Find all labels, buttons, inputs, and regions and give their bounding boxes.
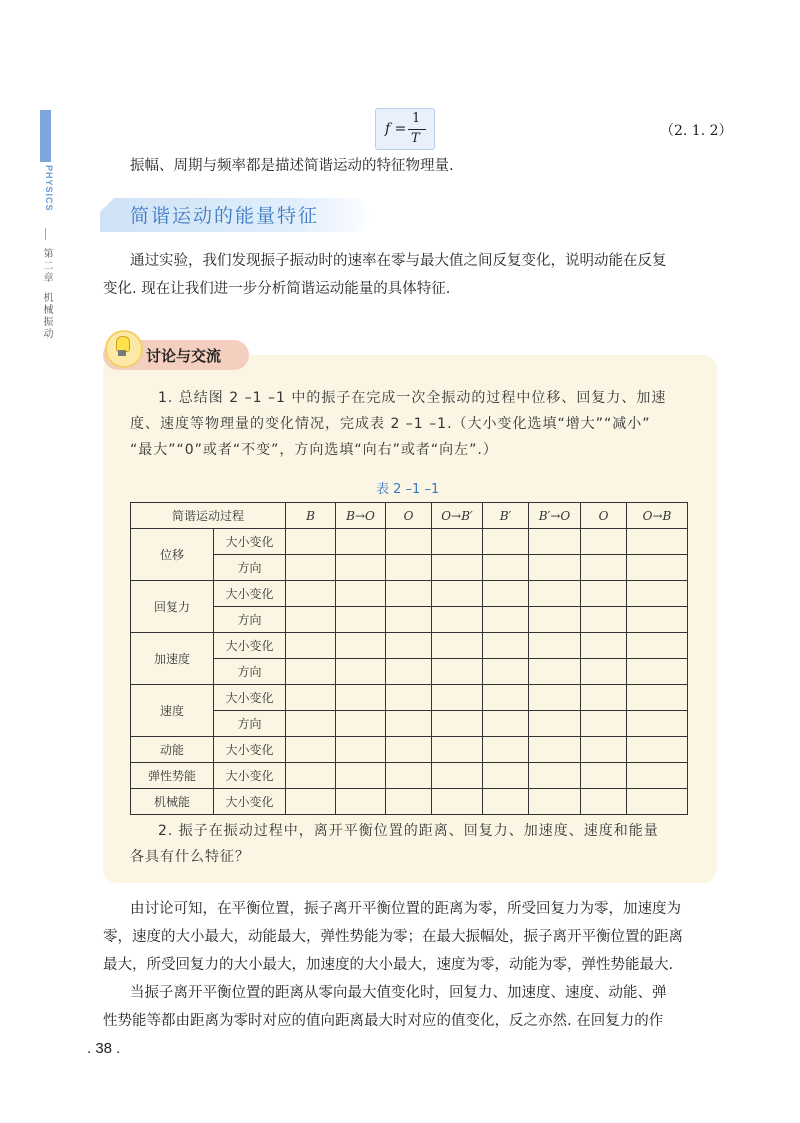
table-cell[interactable]	[529, 555, 581, 581]
table-header-cell: B	[286, 503, 336, 529]
table-cell[interactable]	[529, 633, 581, 659]
table-cell[interactable]	[627, 789, 688, 815]
table-header-cell: O	[581, 503, 627, 529]
table-cell[interactable]	[581, 789, 627, 815]
row-group-label: 速度	[131, 685, 214, 737]
table-cell[interactable]	[581, 529, 627, 555]
table-cell[interactable]	[529, 581, 581, 607]
section-title: 简谐运动的能量特征	[130, 205, 320, 227]
table-row	[131, 581, 688, 607]
paragraph-after-formula: 振幅、周期与频率都是描述简谐运动的特征物理量.	[130, 158, 454, 174]
lightbulb-base-icon	[118, 350, 126, 356]
table-cell[interactable]	[529, 789, 581, 815]
table-cell[interactable]	[581, 607, 627, 633]
table-row	[131, 555, 688, 581]
table-header-cell: O→B	[627, 503, 688, 529]
table-row	[131, 763, 688, 789]
table-cell[interactable]	[432, 529, 483, 555]
table-caption: 表 2 –1 –1	[376, 482, 440, 497]
side-divider	[45, 228, 46, 240]
intro-line-1: 通过实验，我们发现振子振动时的速率在零与最大值之间反复变化，说明动能在反复	[130, 253, 667, 269]
table-cell[interactable]	[286, 607, 336, 633]
table-cell[interactable]	[336, 763, 386, 789]
question-2-line-1: 2. 振子在振动过程中，离开平衡位置的距离、回复力、加速度、速度和能量	[158, 823, 659, 839]
table-header-row	[131, 503, 688, 529]
side-color-bar	[40, 110, 51, 162]
table-cell[interactable]	[581, 763, 627, 789]
table-cell[interactable]	[483, 763, 529, 789]
table-cell[interactable]	[483, 633, 529, 659]
table-cell[interactable]	[483, 711, 529, 737]
formula-fraction-bar	[408, 129, 426, 130]
table-header-cell: B′→O	[529, 503, 581, 529]
table-cell[interactable]	[286, 737, 336, 763]
table-header-cell: B→O	[336, 503, 386, 529]
table-header-cell: O	[386, 503, 432, 529]
row-sub-label: 方向	[214, 659, 286, 685]
table-cell[interactable]	[627, 685, 688, 711]
table-cell[interactable]	[286, 711, 336, 737]
conclusion-line-2: 零，速度的大小最大，动能最大，弹性势能为零；在最大振幅处，振子离开平衡位置的距离	[103, 929, 683, 945]
table-cell[interactable]	[286, 581, 336, 607]
table-row	[131, 633, 688, 659]
discussion-title: 讨论与交流	[146, 347, 222, 365]
table-cell[interactable]	[386, 763, 432, 789]
section-heading	[100, 198, 375, 232]
table-cell[interactable]	[286, 763, 336, 789]
table-cell[interactable]	[627, 555, 688, 581]
side-physics-label: PHYSICS	[44, 165, 54, 212]
table-cell[interactable]	[529, 763, 581, 789]
conclusion-line-5: 性势能等都由距离为零时对应的值向距离最大时对应的值变化，反之亦然. 在回复力的作	[103, 1013, 664, 1029]
table-row	[131, 607, 688, 633]
table-cell[interactable]	[432, 685, 483, 711]
table-row	[131, 711, 688, 737]
table-cell[interactable]	[386, 737, 432, 763]
table-cell[interactable]	[529, 711, 581, 737]
table-cell[interactable]	[286, 685, 336, 711]
table-row	[131, 685, 688, 711]
table-cell[interactable]	[627, 529, 688, 555]
table-cell[interactable]	[483, 685, 529, 711]
row-sub-label: 大小变化	[214, 763, 286, 789]
table-cell[interactable]	[432, 555, 483, 581]
row-group-label: 动能	[131, 737, 214, 763]
motion-table	[130, 502, 688, 815]
table-cell[interactable]	[529, 607, 581, 633]
row-group-label: 机械能	[131, 789, 214, 815]
table-cell[interactable]	[581, 659, 627, 685]
row-group-label: 弹性势能	[131, 763, 214, 789]
table-cell[interactable]	[483, 529, 529, 555]
side-chapter-title: 机械振动	[41, 292, 52, 340]
page-number: . 38 .	[87, 1040, 121, 1057]
row-sub-label: 方向	[214, 711, 286, 737]
table-cell[interactable]	[432, 789, 483, 815]
table-cell[interactable]	[386, 633, 432, 659]
table-cell[interactable]	[581, 633, 627, 659]
table-cell[interactable]	[581, 555, 627, 581]
table-cell[interactable]	[336, 789, 386, 815]
table-cell[interactable]	[336, 633, 386, 659]
table-cell[interactable]	[627, 581, 688, 607]
formula-denominator: T	[411, 131, 420, 146]
table-cell[interactable]	[432, 607, 483, 633]
row-sub-label: 大小变化	[214, 529, 286, 555]
table-cell[interactable]	[529, 737, 581, 763]
table-cell[interactable]	[336, 685, 386, 711]
table-cell[interactable]	[627, 737, 688, 763]
table-cell[interactable]	[336, 607, 386, 633]
table-header-process: 简谐运动过程	[131, 503, 286, 529]
table-cell[interactable]	[386, 711, 432, 737]
table-cell[interactable]	[286, 529, 336, 555]
table-cell[interactable]	[336, 581, 386, 607]
table-cell[interactable]	[581, 581, 627, 607]
table-cell[interactable]	[483, 607, 529, 633]
table-cell[interactable]	[336, 659, 386, 685]
conclusion-line-1: 由讨论可知，在平衡位置，振子离开平衡位置的距离为零，所受回复力为零，加速度为	[130, 901, 681, 917]
table-cell[interactable]	[627, 607, 688, 633]
table-cell[interactable]	[483, 555, 529, 581]
table-cell[interactable]	[386, 581, 432, 607]
question-1-line-1: 1. 总结图 2 –1 –1 中的振子在完成一次全振动的过程中位移、回复力、加速	[158, 390, 667, 406]
table-cell[interactable]	[386, 659, 432, 685]
table-cell[interactable]	[286, 659, 336, 685]
table-cell[interactable]	[386, 789, 432, 815]
table-cell[interactable]	[483, 659, 529, 685]
row-sub-label: 大小变化	[214, 633, 286, 659]
table-row	[131, 529, 688, 555]
formula-numerator: 1	[412, 111, 421, 126]
table-cell[interactable]	[483, 789, 529, 815]
question-1-line-3: “最大”“0”或者“不变”，方向选填“向右”或者“向左”.）	[130, 442, 498, 458]
table-cell[interactable]	[386, 607, 432, 633]
row-sub-label: 方向	[214, 555, 286, 581]
formula-lhs: f =	[385, 121, 407, 137]
table-row	[131, 737, 688, 763]
table-cell[interactable]	[581, 685, 627, 711]
table-cell[interactable]	[336, 711, 386, 737]
table-cell[interactable]	[529, 529, 581, 555]
table-cell[interactable]	[627, 659, 688, 685]
table-cell[interactable]	[286, 633, 336, 659]
table-cell[interactable]	[336, 555, 386, 581]
row-sub-label: 方向	[214, 607, 286, 633]
table-cell[interactable]	[386, 529, 432, 555]
table-cell[interactable]	[581, 711, 627, 737]
row-sub-label: 大小变化	[214, 737, 286, 763]
table-cell[interactable]	[286, 555, 336, 581]
row-sub-label: 大小变化	[214, 685, 286, 711]
table-cell[interactable]	[627, 633, 688, 659]
table-row	[131, 659, 688, 685]
side-chapter-number: 第二章	[41, 248, 52, 284]
row-sub-label: 大小变化	[214, 581, 286, 607]
table-cell[interactable]	[386, 555, 432, 581]
table-header-cell: B′	[483, 503, 529, 529]
table-row	[131, 789, 688, 815]
table-cell[interactable]	[483, 581, 529, 607]
table-cell[interactable]	[529, 685, 581, 711]
table-cell[interactable]	[432, 581, 483, 607]
question-2-line-2: 各具有什么特征？	[130, 849, 250, 865]
table-cell[interactable]	[627, 711, 688, 737]
table-cell[interactable]	[386, 685, 432, 711]
table-cell[interactable]	[336, 529, 386, 555]
table-cell[interactable]	[581, 737, 627, 763]
intro-line-2: 变化. 现在让我们进一步分析简谐运动能量的具体特征.	[103, 281, 451, 297]
row-group-label: 位移	[131, 529, 214, 581]
table-cell[interactable]	[286, 789, 336, 815]
table-cell[interactable]	[432, 633, 483, 659]
table-cell[interactable]	[529, 659, 581, 685]
row-sub-label: 大小变化	[214, 789, 286, 815]
table-cell[interactable]	[432, 711, 483, 737]
row-group-label: 回复力	[131, 581, 214, 633]
equation-number: （2. 1. 2）	[660, 123, 733, 139]
table-cell[interactable]	[432, 659, 483, 685]
conclusion-line-4: 当振子离开平衡位置的距离从零向最大值变化时，回复力、加速度、速度、动能、弹	[130, 985, 667, 1001]
question-1-line-2: 度、速度等物理量的变化情况，完成表 2 –1 –1.（大小变化选填“增大”“减小”	[130, 416, 651, 432]
table-header-cell: O→B′	[432, 503, 483, 529]
table-cell[interactable]	[432, 763, 483, 789]
row-group-label: 加速度	[131, 633, 214, 685]
frequency-formula	[375, 108, 435, 150]
table-cell[interactable]	[336, 737, 386, 763]
table-cell[interactable]	[483, 737, 529, 763]
table-cell[interactable]	[627, 763, 688, 789]
conclusion-line-3: 最大，所受回复力的大小最大，加速度的大小最大，速度为零，动能为零，弹性势能最大.	[103, 957, 674, 973]
table-cell[interactable]	[432, 737, 483, 763]
